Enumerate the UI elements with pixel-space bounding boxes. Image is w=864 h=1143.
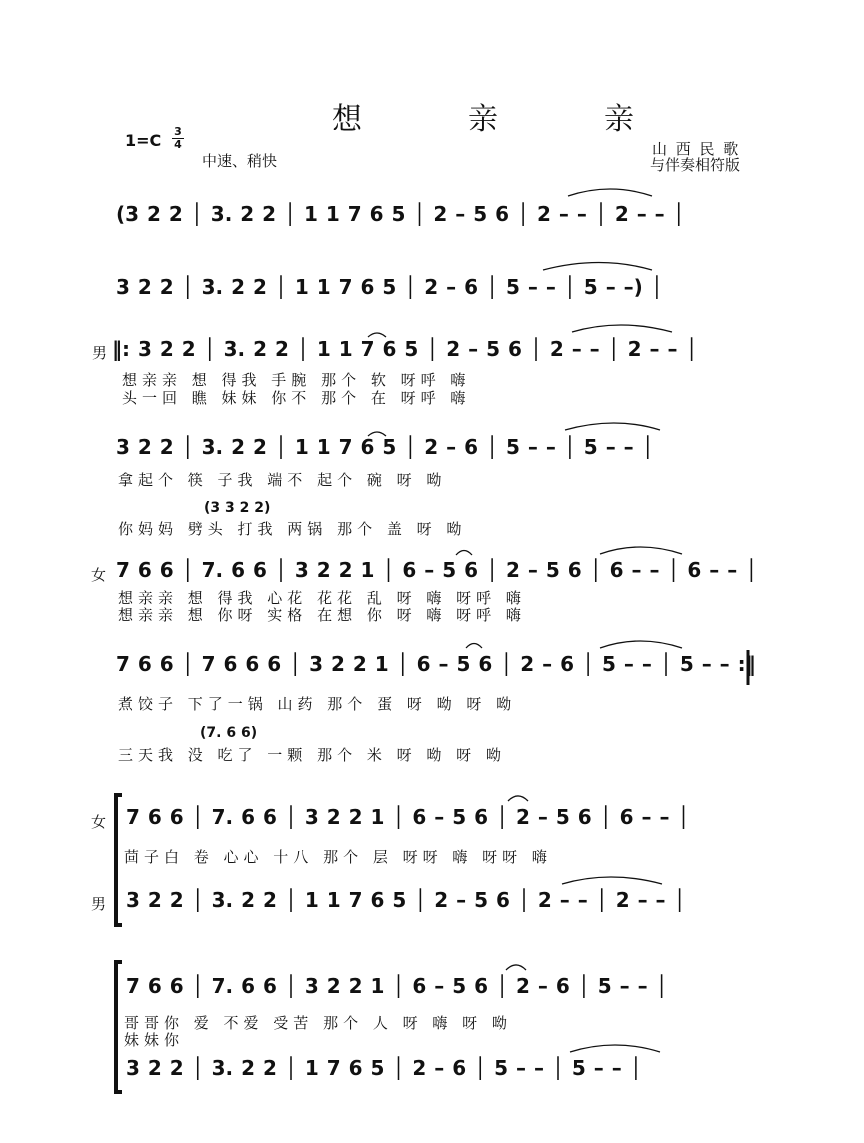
lyric-6a: 煮饺子 下了一锅 山药 那个 蛋 呀 呦 呀 呦: [118, 695, 517, 713]
tie-mark: [570, 1045, 660, 1052]
lyric-9b: 妹妹你: [124, 1031, 185, 1049]
duet-male-label: 男: [91, 895, 107, 913]
variant-4: (3 3 2 2): [204, 500, 271, 516]
tie-mark: [466, 644, 482, 649]
part-label-male: 男: [92, 344, 108, 362]
tie-mark: [543, 263, 652, 271]
lyric-5a: 想亲亲 想 得我 心花 花花 乱 呀 嗨 呀呼 嗨: [118, 589, 526, 607]
intro-line-2: 3 2 2 │ 3. 2 2 │ 1 1 7 6 5 │ 2 – 6 │ 5 – – │ 5 – –) │: [116, 275, 663, 299]
song-title: 想 亲 亲: [332, 102, 672, 137]
lyric-7: 茴子白 卷 心心 十八 那个 层 呀呀 嗨 呀呀 嗨: [124, 848, 552, 866]
part-label-female: 女: [91, 566, 107, 584]
tempo-marking: 中速、稍快: [202, 152, 278, 170]
duet-female-label: 女: [91, 813, 107, 831]
tie-mark: [456, 551, 472, 556]
tie-mark: [368, 333, 386, 337]
duet-line-10: 3 2 2 │ 3. 2 2 │ 1 7 6 5 │ 2 – 6 │ 5 – – │ 5 – – │: [126, 1056, 642, 1080]
tie-mark: [600, 547, 682, 554]
duet-line-8: 3 2 2 │ 3. 2 2 │ 1 1 7 6 5 │ 2 – 5 6 │ 2 – – │ 2 – – │: [126, 888, 686, 912]
tie-mark: [506, 965, 526, 970]
verse-line-3: ‖: 3 2 2 │ 3. 2 2 │ 1 1 7 6 5 │ 2 – 5 6 │ 2 – – │ 2 – – │: [112, 337, 698, 361]
lyric-5b: 想亲亲 想 你呀 实格 在想 你 呀 嗨 呀呼 嗨: [118, 606, 526, 624]
tie-mark: [565, 423, 660, 430]
duet-line-9: 7 6 6 │ 7. 6 6 │ 3 2 2 1 │ 6 – 5 6 │ 2 – 6 │ 5 – – │: [126, 974, 668, 998]
lyric-3a: 想亲亲 想 得我 手腕 那个 软 呀呼 嗨: [122, 371, 471, 389]
intro-line-1: (3 2 2 │ 3. 2 2 │ 1 1 7 6 5 │ 2 – 5 6 │ 2 – – │ 2 – – │: [116, 202, 685, 226]
origin-label: 山 西 民 歌: [652, 140, 741, 158]
tie-mark: [562, 877, 662, 884]
variant-6: (7. 6 6): [200, 725, 258, 741]
verse-line-5: 7 6 6 │ 7. 6 6 │ 3 2 2 1 │ 6 – 5 6 │ 2 – 5 6 │ 6 – – │ 6 – – │: [116, 558, 758, 582]
duet-line-7: 7 6 6 │ 7. 6 6 │ 3 2 2 1 │ 6 – 5 6 │ 2 – 5 6 │ 6 – – │: [126, 805, 690, 829]
tie-mark: [600, 641, 682, 648]
verse-line-4: 3 2 2 │ 3. 2 2 │ 1 1 7 6 5 │ 2 – 6 │ 5 – – │ 5 – – │: [116, 435, 654, 459]
system-bracket: [116, 795, 122, 925]
time-top: 3: [174, 125, 182, 138]
system-bracket: [116, 962, 122, 1092]
tie-mark: [368, 432, 386, 436]
tie-mark: [568, 189, 652, 196]
verse-line-6: 7 6 6 │ 7 6 6 6 │ 3 2 2 1 │ 6 – 5 6 │ 2 – 6 │ 5 – – │ 5 – – :‖: [116, 652, 756, 676]
lyric-3b: 头一回 瞧 妹妹 你不 那个 在 呀呼 嗨: [122, 389, 471, 407]
lyric-9a: 哥哥你 爱 不爱 受苦 那个 人 呀 嗨 呀 呦: [124, 1014, 512, 1032]
lyric-6b: 三天我 没 吃了 一颗 那个 米 呀 呦 呀 呦: [118, 746, 506, 764]
lyric-4a: 拿起个 筷 子我 端不 起个 碗 呀 呦: [118, 471, 447, 489]
time-bottom: 4: [174, 138, 182, 151]
tie-mark: [572, 325, 672, 332]
key-signature: 1=C: [125, 131, 162, 150]
edition-label: 与伴奏相符版: [650, 156, 741, 174]
lyric-4b: 你妈妈 劈头 打我 两锅 那个 盖 呀 呦: [118, 520, 467, 538]
tie-mark: [508, 796, 528, 801]
